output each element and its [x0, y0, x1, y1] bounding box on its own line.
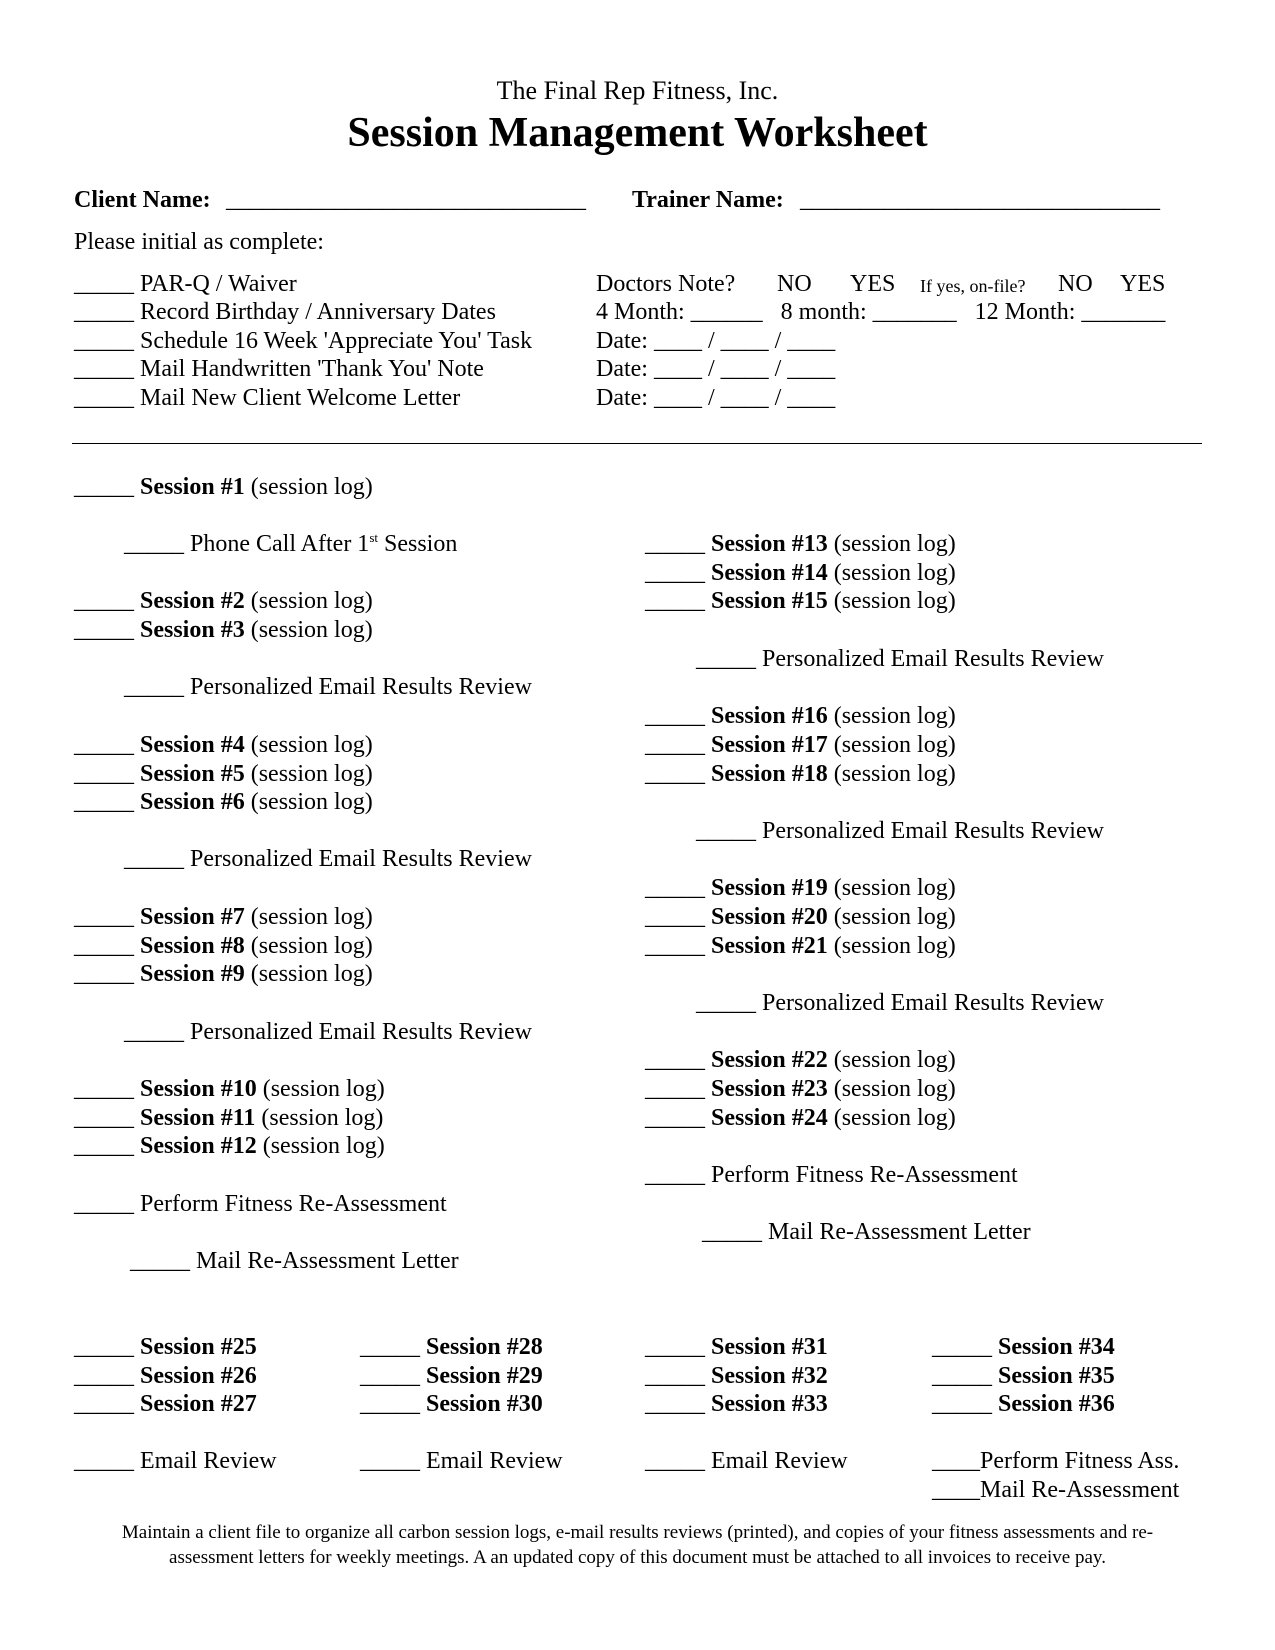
- email-review-task[interactable]: _____ Email Review: [645, 1448, 848, 1474]
- date-field-3[interactable]: Date: ____ / ____ / ____: [596, 385, 836, 411]
- reassessment-task[interactable]: _____ Perform Fitness Re-Assessment: [645, 1162, 1018, 1188]
- final-mail-reassessment-task[interactable]: ____Mail Re-Assessment: [932, 1477, 1180, 1503]
- session-row[interactable]: _____ Session #31: [645, 1334, 828, 1360]
- client-name-label: Client Name:: [74, 187, 211, 213]
- date-field-2[interactable]: Date: ____ / ____ / ____: [596, 356, 836, 382]
- on-file-no[interactable]: NO: [1058, 271, 1093, 297]
- email-review-task[interactable]: _____ Personalized Email Results Review: [124, 846, 532, 872]
- session-row[interactable]: _____ Session #6 (session log): [74, 789, 373, 815]
- session-row[interactable]: _____ Session #1 (session log): [74, 474, 373, 500]
- session-row[interactable]: _____ Session #36: [932, 1391, 1115, 1417]
- task-thank-you[interactable]: _____ Mail Handwritten 'Thank You' Note: [74, 356, 484, 382]
- session-row[interactable]: _____ Session #20 (session log): [645, 904, 956, 930]
- client-name-field[interactable]: ______________________________: [226, 187, 586, 213]
- session-row[interactable]: _____ Session #23 (session log): [645, 1076, 956, 1102]
- session-row[interactable]: _____ Session #16 (session log): [645, 703, 956, 729]
- session-row[interactable]: _____ Session #29: [360, 1363, 543, 1389]
- company-name: The Final Rep Fitness, Inc.: [496, 76, 779, 105]
- on-file-yes[interactable]: YES: [1120, 271, 1166, 297]
- email-review-task[interactable]: _____ Personalized Email Results Review: [696, 818, 1104, 844]
- trainer-name-label: Trainer Name:: [632, 187, 784, 213]
- divider: [72, 443, 1202, 444]
- session-row[interactable]: _____ Session #18 (session log): [645, 761, 956, 787]
- session-row[interactable]: _____ Session #5 (session log): [74, 761, 373, 787]
- session-row[interactable]: _____ Session #8 (session log): [74, 933, 373, 959]
- phone-call-task[interactable]: _____ Phone Call After 1st Session: [124, 530, 458, 557]
- page-title: Session Management Worksheet: [347, 110, 928, 156]
- month-checkins[interactable]: 4 Month: ______ 8 month: _______ 12 Month: _______: [596, 299, 1166, 325]
- mail-reassessment-task[interactable]: _____ Mail Re-Assessment Letter: [702, 1219, 1031, 1245]
- session-row[interactable]: _____ Session #15 (session log): [645, 588, 956, 614]
- session-row[interactable]: _____ Session #26: [74, 1363, 257, 1389]
- session-row[interactable]: _____ Session #2 (session log): [74, 588, 373, 614]
- session-row[interactable]: _____ Session #25: [74, 1334, 257, 1360]
- session-row[interactable]: _____ Session #27: [74, 1391, 257, 1417]
- email-review-task[interactable]: _____ Personalized Email Results Review: [696, 990, 1104, 1016]
- session-row[interactable]: _____ Session #11 (session log): [74, 1105, 384, 1131]
- session-row[interactable]: _____ Session #7 (session log): [74, 904, 373, 930]
- doctors-note-no[interactable]: NO: [777, 271, 812, 297]
- task-schedule[interactable]: _____ Schedule 16 Week 'Appreciate You' Task: [74, 328, 533, 354]
- session-row[interactable]: _____ Session #9 (session log): [74, 961, 373, 987]
- session-row[interactable]: _____ Session #12 (session log): [74, 1133, 385, 1159]
- session-row[interactable]: _____ Session #28: [360, 1334, 543, 1360]
- session-row[interactable]: _____ Session #33: [645, 1391, 828, 1417]
- date-field-1[interactable]: Date: ____ / ____ / ____: [596, 328, 836, 354]
- session-row[interactable]: _____ Session #35: [932, 1363, 1115, 1389]
- session-row[interactable]: _____ Session #10 (session log): [74, 1076, 385, 1102]
- mail-reassessment-task[interactable]: _____ Mail Re-Assessment Letter: [130, 1248, 459, 1274]
- reassessment-task[interactable]: _____ Perform Fitness Re-Assessment: [74, 1191, 447, 1217]
- email-review-task[interactable]: _____ Personalized Email Results Review: [696, 646, 1104, 672]
- email-review-task[interactable]: _____ Email Review: [74, 1448, 277, 1474]
- session-row[interactable]: _____ Session #24 (session log): [645, 1105, 956, 1131]
- session-row[interactable]: _____ Session #14 (session log): [645, 560, 956, 586]
- email-review-task[interactable]: _____ Personalized Email Results Review: [124, 1019, 532, 1045]
- doctors-note-label: Doctors Note?: [596, 271, 736, 297]
- session-row[interactable]: _____ Session #13 (session log): [645, 531, 956, 557]
- session-row[interactable]: _____ Session #22 (session log): [645, 1047, 956, 1073]
- session-row[interactable]: _____ Session #30: [360, 1391, 543, 1417]
- on-file-label: If yes, on-file?: [920, 276, 1026, 296]
- doctors-note-yes[interactable]: YES: [850, 271, 896, 297]
- instructions: Please initial as complete:: [74, 229, 324, 255]
- email-review-task[interactable]: _____ Personalized Email Results Review: [124, 674, 532, 700]
- final-reassessment-task[interactable]: ____Perform Fitness Ass.: [932, 1448, 1180, 1474]
- footer-note: Maintain a client file to organize all carbon session logs, e-mail results reviews (printed), and copies of your fitness assessments and re-assessment letters for weekly meetings. A an updated copy of this document must be attached to all invoices to receive pay.: [121, 1522, 1154, 1568]
- session-row[interactable]: _____ Session #4 (session log): [74, 732, 373, 758]
- session-row[interactable]: _____ Session #34: [932, 1334, 1115, 1360]
- session-row[interactable]: _____ Session #32: [645, 1363, 828, 1389]
- session-row[interactable]: _____ Session #19 (session log): [645, 875, 956, 901]
- session-row[interactable]: _____ Session #21 (session log): [645, 933, 956, 959]
- session-row[interactable]: _____ Session #3 (session log): [74, 617, 373, 643]
- task-birthday[interactable]: _____ Record Birthday / Anniversary Dates: [74, 299, 496, 325]
- trainer-name-field[interactable]: ______________________________: [800, 187, 1160, 213]
- email-review-task[interactable]: _____ Email Review: [360, 1448, 563, 1474]
- task-parq[interactable]: _____ PAR-Q / Waiver: [74, 271, 297, 297]
- session-row[interactable]: _____ Session #17 (session log): [645, 732, 956, 758]
- task-welcome-letter[interactable]: _____ Mail New Client Welcome Letter: [74, 385, 461, 411]
